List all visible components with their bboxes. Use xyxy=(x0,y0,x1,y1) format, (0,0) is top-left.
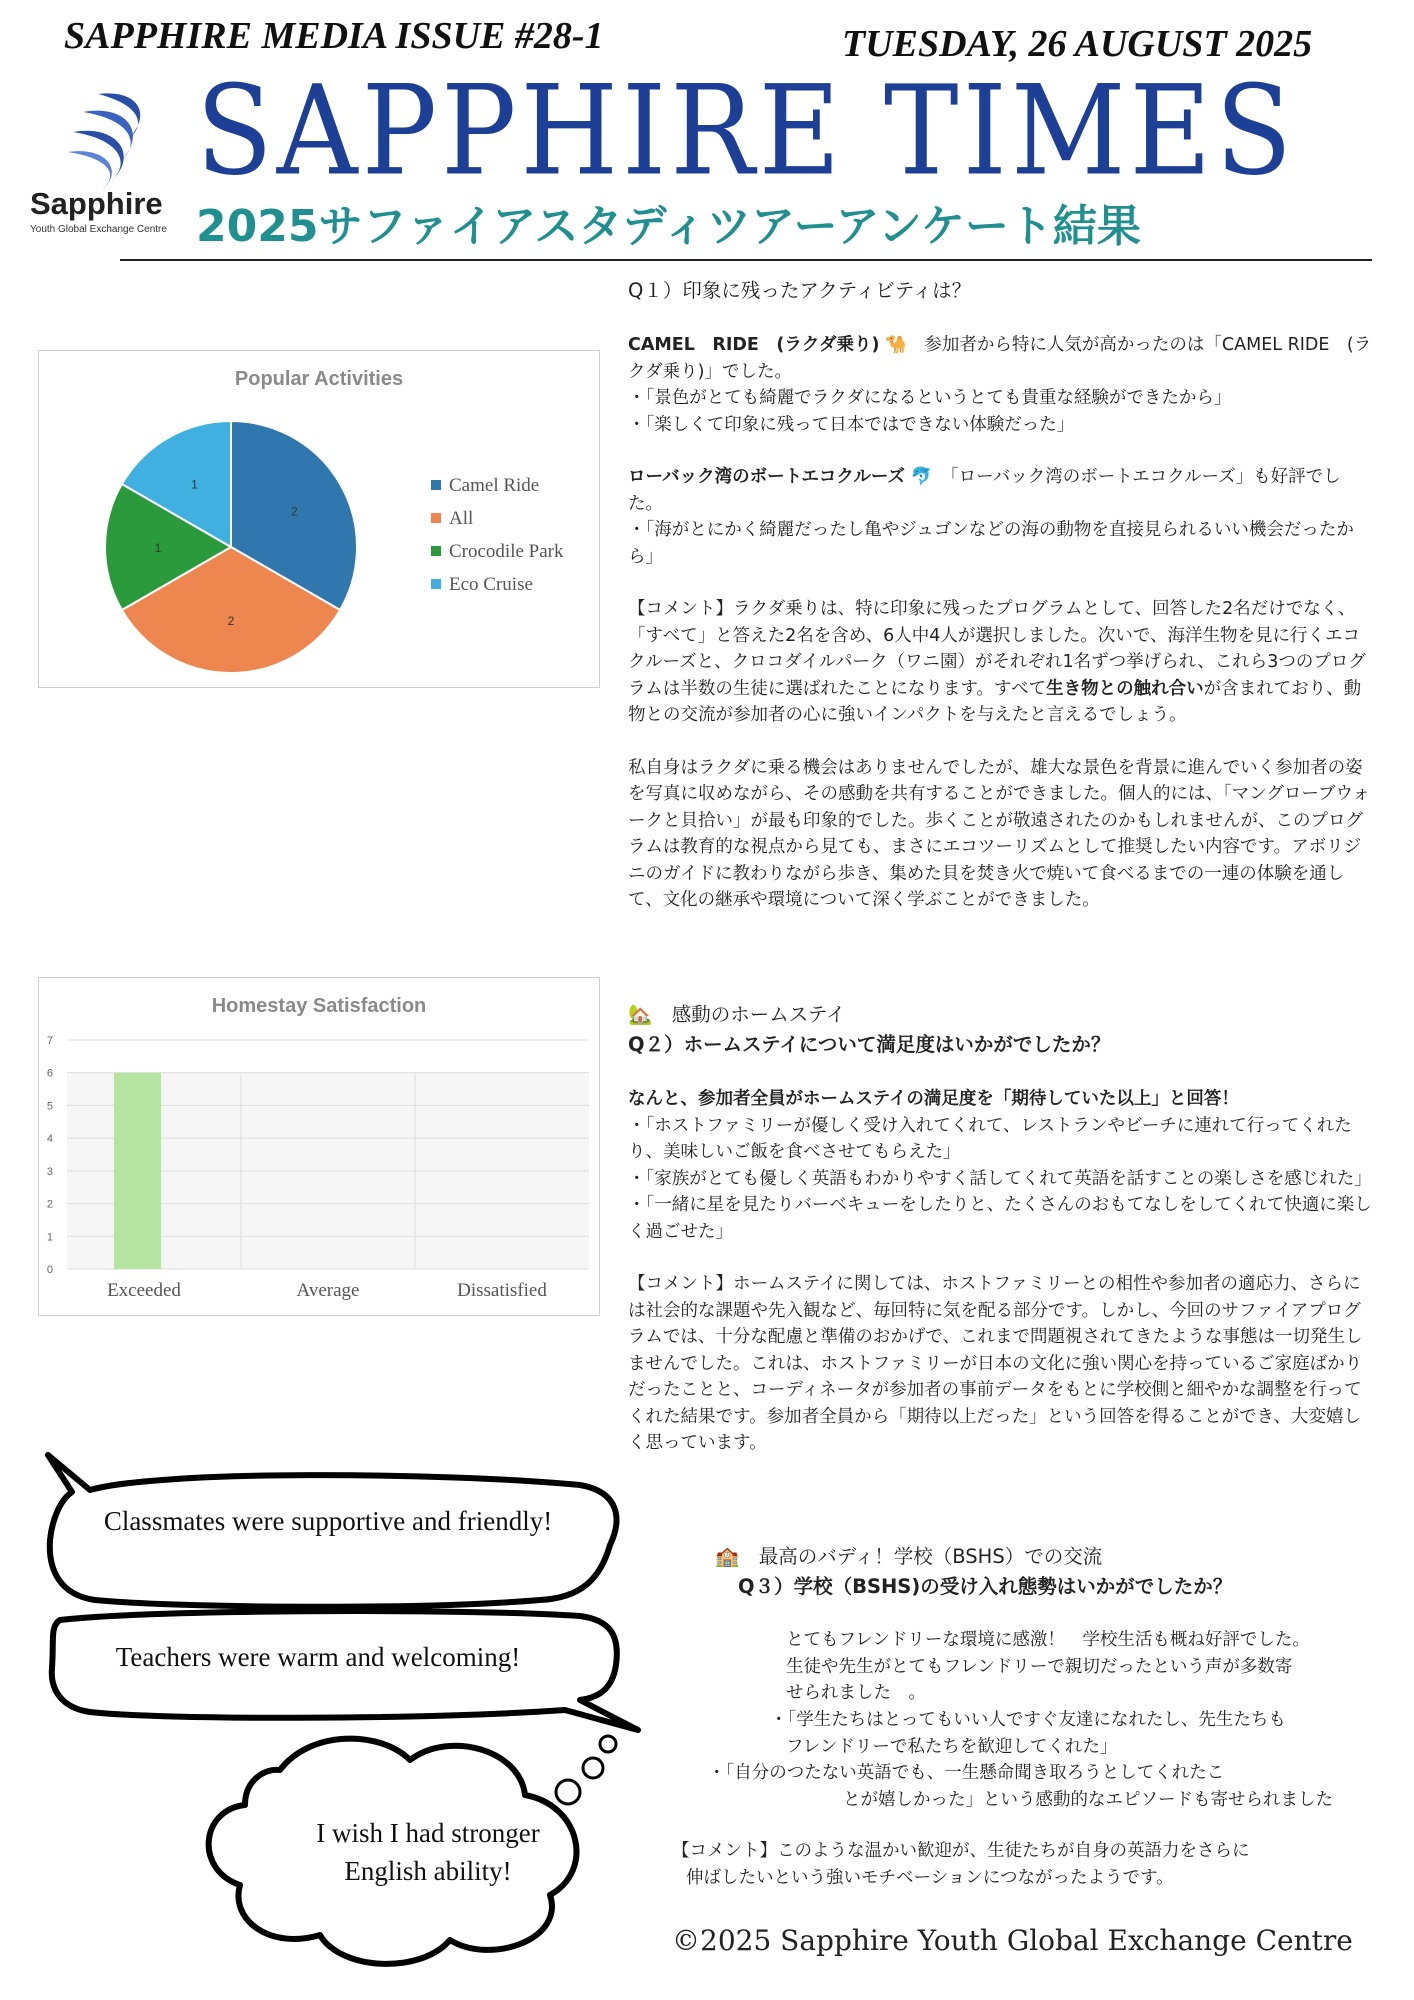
q1-comment-emphasis: 生き物との触れ合い xyxy=(1046,678,1204,699)
y-tick-label: 7 xyxy=(46,1035,53,1047)
thought-dot xyxy=(556,1780,580,1804)
bar-chart-svg xyxy=(39,978,599,1315)
q2-section xyxy=(628,1000,1373,1457)
homestay-satisfaction-chart xyxy=(38,977,600,1316)
thought-dot xyxy=(600,1736,616,1752)
legend-swatch xyxy=(431,546,441,556)
cruise-paragraph xyxy=(628,464,1373,517)
q2-quote-2: ・「家族がとても優しく英語もわかりやすく話してくれて英語を話すことの楽しさを感じれた」 xyxy=(628,1168,1372,1189)
q1-heading: Q１）印象に残ったアクティビティは？ xyxy=(628,279,972,302)
y-tick-label: 2 xyxy=(46,1198,53,1211)
cruise-quote: ・「海がとにかく綺麗だったし亀やジュゴンなどの海の動物を直接見られるいい機会だったから」 xyxy=(628,520,1354,567)
y-tick-label: 6 xyxy=(46,1067,53,1080)
q3-line: 生徒や先生がとてもフレンドリーで親切だったという声が多数寄 xyxy=(786,1656,1293,1677)
logo-wordmark: Sapphire xyxy=(30,186,163,221)
q3-line: せられました 。 xyxy=(786,1683,926,1703)
legend-entry: All xyxy=(449,508,474,529)
school-icon: 🏫 xyxy=(715,1545,740,1568)
q2-comment: 【コメント】ホームステイに関しては、ホストファミリーとの相性や参加者の適応力、さらには社会的な課題や先入観など、毎回特に気を配る部分です。しかし、今回のサファイアプログラムでは、十分な配慮と準備のおかげで、これまで問題視されてきたような事態は一切発生しませんでした。これは、ホストファミリーが日本の文化に強い関心を持っているご家庭ばかりだったことと、コーディネータが参加者の事前データをもとに学校側と細やかな調整を行ってくれた結果です。参加者全員から「期待以上だった」という回答を得ることができ、大変嬉しく思っています。 xyxy=(628,1274,1363,1453)
masthead-title: SAPPHIRE TIMES xyxy=(196,60,1297,203)
camel-quote-1: ・「景色がとても綺麗でラクダになるというとても貴重な経験ができたから」 xyxy=(628,388,1232,408)
bubble-2-text: Teachers were warm and welcoming! xyxy=(115,1642,521,1672)
q3-quote-line: フレンドリーで私たちを歓迎してくれた」 xyxy=(786,1736,1118,1757)
copyright-footer: ©2025 Sapphire Youth Global Exchange Centre xyxy=(672,1924,1353,1957)
y-tick-label: 0 xyxy=(46,1264,53,1276)
q2-heading: Q２）ホームステイについて満足度はいかがでしたか？ xyxy=(628,1033,1111,1056)
camel-text: 参加者から特に人気が高かったのは「CAMEL RIDE (ラクダ乗り)」でした。 xyxy=(628,335,1372,382)
thought-dot xyxy=(583,1758,603,1778)
thought-text-line-2: English ability! xyxy=(344,1856,512,1886)
legend-entry: Camel Ride xyxy=(449,475,540,496)
q3-comment-line: 【コメント】このような温かい歓迎が、生徒たちが自身の英語力をさらに xyxy=(672,1841,1250,1861)
bar-exceeded xyxy=(114,1073,161,1269)
speech-bubbles xyxy=(20,1430,650,1970)
q2-section-label: 感動のホームステイ xyxy=(671,1003,846,1026)
q3-comment xyxy=(672,1838,1250,1891)
q1-comment-text-end: が含まれており、動物との交流が参加者の心に強いインパクトを与えたと言えるでしょう。 xyxy=(628,678,1362,725)
pie-chart-svg xyxy=(39,351,599,687)
thought-bubble xyxy=(209,1739,577,1964)
q2-section-title xyxy=(628,1000,1373,1030)
q2-quote-1: ・「ホストファミリーが優しく受け入れてくれて、レストランやビーチに連れて行ってくれたり、美味しいご飯を食べさせてもらえた」 xyxy=(628,1115,1352,1162)
q3-quote-1 xyxy=(770,1707,1286,1760)
q3-heading: Q３）学校（BSHS)の受け入れ態勢はいかがでしたか？ xyxy=(738,1575,1233,1598)
logo-tagline: Youth Global Exchange Centre xyxy=(30,224,167,235)
cruise-title: ローバック湾のボートエコクルーズ xyxy=(628,467,906,487)
q2-quote-3: ・「一緒に星を見たりバーベキューをしたりと、たくさんのおもてなしをしてくれて快適に楽しく過ごせた」 xyxy=(628,1195,1372,1242)
legend-swatch xyxy=(431,480,441,490)
sapphire-swirl-icon xyxy=(28,84,188,194)
x-tick-label: Exceeded xyxy=(107,1280,181,1301)
bubble-1-text: Classmates were supportive and friendly! xyxy=(103,1506,553,1536)
issue-date: TUESDAY, 26 AUGUST 2025 xyxy=(842,23,1313,65)
y-tick-label: 4 xyxy=(46,1133,53,1146)
thought-text-line-1: I wish I had stronger xyxy=(316,1818,540,1848)
y-tick-label: 5 xyxy=(46,1100,53,1113)
q1-personal-note: 私自身はラクダに乗る機会はありませんでしたが、雄大な景色を背景に進んでいく参加者の姿を写真に収めながら、その感動を共有することができました。個人的には、「マングローブウォークと貝拾い」が最も印象的でした。歩くことが敬遠されたのかもしれませんが、このプログラムは教育的な視点から見ても、まさにエコツーリズムとして推奨したい内容です。アボリジニのガイドに教わりながら歩き、集めた貝を焚き火で焼いて食べるまでの一連の体験を通して、文化の継承や環境について深く学ぶことができました。 xyxy=(628,757,1370,910)
pie-data-label: 1 xyxy=(191,477,198,492)
q1-comment xyxy=(628,596,1373,729)
q3-quote-line: ・「自分のつたない英語でも、一生懸命聞き取ろうとしてくれたこ xyxy=(708,1763,1225,1783)
q1-section xyxy=(628,276,1373,914)
q3-quote-line: ・「学生たちはとってもいい人ですぐ友達になれたし、先生たちも xyxy=(770,1710,1286,1730)
y-tick-label: 3 xyxy=(46,1165,53,1178)
q3-body xyxy=(786,1627,1310,1707)
pie-data-label: 1 xyxy=(154,541,162,555)
chart-title: Homestay Satisfaction xyxy=(211,995,427,1017)
q3-quote-2 xyxy=(708,1760,1333,1813)
legend-swatch xyxy=(431,513,441,523)
camel-paragraph xyxy=(628,332,1373,385)
camel-quote-2: ・「楽しくて印象に残って日本ではできない体験だった」 xyxy=(628,414,1075,435)
camel-title: CAMEL RIDE (ラクダ乗り) xyxy=(628,335,880,355)
pie-data-label: 2 xyxy=(227,614,235,629)
q3-section-label: 最高のバディ！学校（BSHS）での交流 xyxy=(758,1545,1103,1568)
legend-swatch xyxy=(431,579,441,589)
y-tick-label: 1 xyxy=(46,1231,53,1244)
popular-activities-chart xyxy=(38,350,600,688)
legend-entry: Eco Cruise xyxy=(449,574,533,595)
q3-section-title xyxy=(715,1543,1102,1571)
q3-line: とてもフレンドリーな環境に感激！ 学校生活も概ね好評でした。 xyxy=(786,1630,1310,1650)
x-tick-label: Average xyxy=(296,1280,360,1301)
header-divider xyxy=(120,259,1372,261)
issue-number: SAPPHIRE MEDIA ISSUE #28-1 xyxy=(64,15,604,57)
x-tick-label: Dissatisfied xyxy=(457,1280,547,1301)
cruise-text: 「ローバック湾のボートエコクルーズ」も好評でした。 xyxy=(628,467,1341,514)
chart-title: Popular Activities xyxy=(234,368,404,390)
dolphin-icon: 🐬 xyxy=(910,467,933,487)
page-subtitle: 2025サファイアスタディツアーアンケート結果 xyxy=(196,201,1141,252)
q3-quote-line: とが嬉しかった」という感動的なエピソードも寄せられました xyxy=(843,1789,1333,1810)
legend-entry: Crocodile Park xyxy=(449,541,564,562)
q3-comment-line: 伸ばしたいという強いモチベーションにつながったようです。 xyxy=(686,1867,1174,1888)
pie-data-label: 2 xyxy=(290,504,298,519)
house-icon: 🏡 xyxy=(628,1003,653,1026)
q2-lead: なんと、参加者全員がホームステイの満足度を「期待していた以上」と回答！ xyxy=(628,1089,1239,1109)
camel-icon: 🐪 xyxy=(885,335,907,355)
q1-comment-text: 【コメント】ラクダ乗りは、特に印象に残ったプログラムとして、回答した2名だけでなく、「すべて」と答えた2名を含め、6人中4人が選択しました。次いで、海洋生物を見に行くエコクルーズと、クロコダイルパーク（ワニ園）がそれぞれ1名ずつ挙げられ、これら3つのプログラムは半数の生徒に選ばれたことになります。すべて xyxy=(628,599,1366,699)
